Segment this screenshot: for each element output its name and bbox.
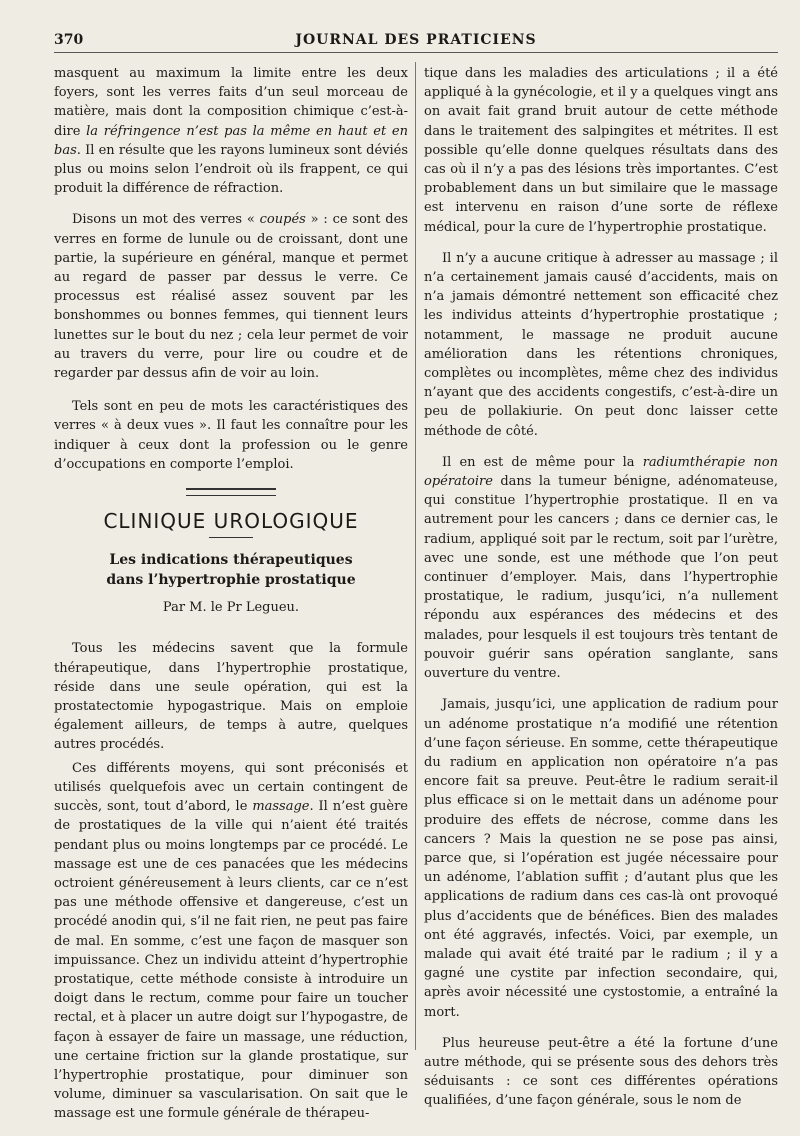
section-title: CLINIQUE UROLOGIQUE: [103, 509, 359, 534]
page-header: [54, 30, 778, 53]
text-span: dans la tumeur bénigne, adénomateuse, qui constitue l’hypertrophie prostatique. Il en va autrement pour les cancers ; dans ce dernier cas, le radium, appliqué soit par le rectum, soit par l’urètre, avec une sonde, est une méthode que l’on peut continuer d’employer. Mais, dans l’hypertrophie prostatique, le radium, jusqu’ici, n’a nullement répondu aux espérances des médecins et des malades, pour lesquels il est toujours très tentant de pouvoir guérir sans opération sanglante, sans ouverture du ventre.: [424, 474, 778, 682]
left-paragraph-2: [54, 210, 408, 383]
emphasis-text: massage: [252, 799, 310, 815]
article-title-line-2: dans l’hypertrophie prostatique: [106, 572, 356, 589]
right-paragraph-3: [424, 453, 778, 683]
page-number: 370: [54, 32, 84, 48]
running-title: JOURNAL DES PRATICIENS: [295, 32, 537, 48]
right-column: [424, 64, 778, 1123]
left-paragraph-5: [54, 759, 408, 1124]
column-divider: [415, 62, 416, 1050]
section-divider: [186, 488, 276, 496]
left-paragraph-3: Tels sont en peu de mots les caractéristiques des verres « à deux vues ». Il faut les connaître pour les indiquer à ceux dont la profession ou le genre d’occupations en comporte l’emploi.: [54, 399, 408, 472]
emphasis-text: radiumthérapie non opératoire: [424, 454, 778, 490]
text-span: Ces différents moyens, qui sont préconisés et utilisés quelquefois avec un certain contingent de succès, sont, tout d’abord, le: [54, 760, 408, 815]
title-rule: [209, 537, 253, 538]
right-paragraph-1: tique dans les maladies des articulations ; il a été appliqué à la gynécologie, et il y a quelques vingt ans on avait fait grand bruit autour de cette méthode dans le traitement des salpingites et métrites. Il est possible qu’elle donne quelques résultats dans des cas où il n’y a pas des lésions très importantes. C’est probablement dans un but similaire que le massage est intervenu en raison d’une sorte de réflexe médical, pour la cure de l’hypertrophie prostatique.: [424, 66, 778, 235]
emphasis-text: coupés: [259, 212, 306, 228]
right-paragraph-5: Plus heureuse peut-être a été la fortune d’une autre méthode, qui se présente sous des dehors très séduisants : ce sont ces différentes opérations qualifiées, d’une façon générale, sous le nom de: [424, 1035, 778, 1109]
article-title-line-1: Les indications thérapeutiques: [109, 552, 353, 569]
left-paragraph-4: Tous les médecins savent que la formule thérapeutique, dans l’hypertrophie prostatique, réside dans une seule opération, qui est la prostatectomie hypogastrique. Mais on emploie également ailleurs, de temps à autre, quelques autres procédés.: [54, 641, 408, 753]
text-span: masquent au maximum la limite entre les deux foyers, sont les verres faits d’un seul morceau de matière, mais dont la composition chimique c’est-à-dire: [54, 66, 408, 139]
left-column: [54, 64, 408, 1136]
text-span: Il en est de même pour la: [442, 454, 635, 470]
right-paragraph-2: Il n’y a aucune critique à adresser au massage ; il n’a certainement jamais causé d’accidents, mais on n’a jamais démontré nettement son efficacité chez les individus atteints d’hypertrophie prostatique ; notamment, le massage ne produit aucune amélioration dans les rétentions chroniques, complètes ou incomplètes, même chez des individus n’ayant que des accidents congestifs, c’est-à-dire un peu de pollakiurie. On peut donc laisser cette méthode de côté.: [424, 250, 778, 439]
text-span: . Il n’est guère de prostatiques de la ville qui n’aient été traités pendant plus ou moins longtemps par ce procédé. Le massage est une de ces panacées que les médecins octroient généreusement à leurs clients, car ce n’est pas une méthode offensive et dangereuse, c’est un procédé anodin qui, s’il ne fait rien, ne peut pas faire de mal. En somme, c’est une façon de masquer son impuissance. Chez un individu atteint d’hypertrophie prostatique, cette méthode consiste à introduire un doigt dans le rectum, comme pour faire un toucher rectal, et à placer un autre doigt sur l’hypogastre, de façon à essayer de faire un massage, une réduction, une certaine friction sur la glande prostatique, sur l’hypertrophie prostatique, pour diminuer son volume, diminuer sa vascularisation. On sait que le massage est une formule générale de thérapeu-: [54, 799, 408, 1122]
text-span: . Il en résulte que les rayons lumineux sont déviés plus ou moins selon l’endroit où ils frappent, ce qui produit la différence de réfraction.: [54, 142, 408, 197]
left-paragraph-1: [54, 64, 408, 198]
article-title: [54, 550, 408, 590]
text-span: Disons un mot des verres «: [72, 212, 255, 228]
author-byline: Par M. le Pr Legueu.: [162, 600, 300, 616]
emphasis-text: la réfringence n’est pas la même en haut et en bas: [54, 123, 408, 158]
text-span: » : ce sont des verres en forme de lunule ou de croissant, dont une partie, la supérieure en général, manque et permet au regard de passer par dessus le verre. Ce processus est réalisé assez souvent par les bonshommes ou bonnes femmes, qui tiennent leurs lunettes sur le bout du nez ; cela leur permet de voir au travers du verre, pour lire ou coudre et de regarder par dessus afin de voir au loin.: [54, 212, 408, 382]
right-paragraph-4: Jamais, jusqu’ici, une application de radium pour un adénome prostatique n’a modifié une rétention d’une façon sérieuse. En somme, cette thérapeutique du radium en application non opératoire n’a pas encore fait sa preuve. Peut-être le radium serait-il plus efficace si on le mettait dans un adénome pour produire des effets de nécrose, comme dans les cancers ? Mais la question ne se pose pas ainsi, parce que, si l’opération est jugée nécessaire pour un adénome, l’ablation suffit ; d’autant plus que les applications de radium dans ces cas-là ont provoqué plus d’accidents que de bénéfices. Bien des malades ont été aggravés, infectés. Voici, par exemple, un malade qui avait été traité par le radium ; il y a gagné une cystite par infection secondaire, qui, après avoir nécessité une cystostomie, a entraîné la mort.: [424, 697, 778, 1020]
